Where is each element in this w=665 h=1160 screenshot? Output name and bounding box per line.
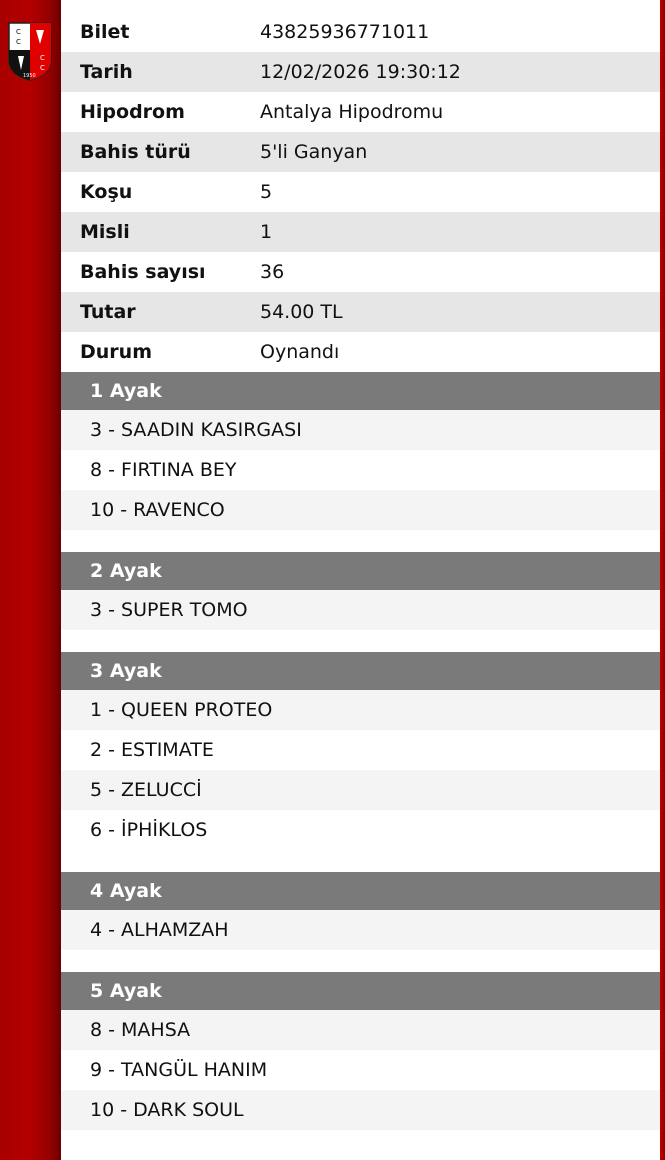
info-row (61, 292, 660, 332)
info-label: Tarih (80, 61, 133, 83)
svg-text:C: C (16, 38, 21, 46)
info-row (61, 252, 660, 292)
info-value: 1 (260, 221, 273, 243)
leg-header: 3 Ayak (61, 652, 660, 690)
info-label: Koşu (80, 181, 133, 203)
leg-spacer (61, 850, 660, 872)
info-row (61, 212, 660, 252)
info-value: 54.00 TL (260, 301, 343, 323)
ticket-info-table (61, 12, 660, 372)
svg-text:C: C (40, 54, 45, 62)
leg-spacer (61, 530, 660, 552)
horse-list (61, 410, 660, 530)
horse-item: 3 - SAADIN KASIRGASI (61, 410, 660, 450)
info-row (61, 132, 660, 172)
info-label: Misli (80, 221, 130, 243)
horse-list (61, 910, 660, 950)
leg-spacer (61, 950, 660, 972)
horse-list (61, 1010, 660, 1130)
info-row (61, 12, 660, 52)
legs-list (61, 372, 660, 1130)
info-label: Hipodrom (80, 101, 185, 123)
info-row (61, 92, 660, 132)
info-value: 12/02/2026 19:30:12 (260, 61, 461, 83)
horse-item: 1 - QUEEN PROTEO (61, 690, 660, 730)
leg-section (61, 872, 660, 972)
horse-item: 10 - RAVENCO (61, 490, 660, 530)
horse-item: 6 - İPHİKLOS (90, 819, 208, 841)
horse-item: 10 - DARK SOUL (61, 1090, 660, 1130)
horse-item: 4 - ALHAMZAH (61, 910, 660, 950)
info-value: Antalya Hipodromu (260, 101, 444, 123)
horse-item: 2 - ESTIMATE (90, 739, 214, 761)
leg-section (61, 552, 660, 652)
info-label: Tutar (80, 301, 136, 323)
svg-text:C: C (16, 28, 21, 36)
info-row (61, 52, 660, 92)
horse-item: 5 - ZELUCCİ (61, 770, 660, 810)
leg-spacer (61, 630, 660, 652)
svg-text:C: C (40, 64, 45, 72)
horse-list (61, 590, 660, 630)
horse-list (61, 690, 660, 850)
info-value: 43825936771011 (260, 21, 430, 43)
horse-item: 8 - MAHSA (61, 1010, 660, 1050)
info-row (61, 332, 660, 372)
info-value: 36 (260, 261, 285, 283)
leg-header: 4 Ayak (61, 872, 660, 910)
leg-header: 5 Ayak (61, 972, 660, 1010)
right-side-bar (660, 0, 665, 1160)
info-label: Bahis sayısı (80, 261, 206, 283)
leg-header: 2 Ayak (61, 552, 660, 590)
leg-header: 1 Ayak (61, 372, 660, 410)
club-crest-icon[interactable] (6, 20, 54, 82)
horse-item: 9 - TANGÜL HANIM (90, 1059, 268, 1081)
horse-item: 3 - SUPER TOMO (61, 590, 660, 630)
info-value: 5 (260, 181, 273, 203)
ticket-detail (61, 12, 660, 1130)
crest-year: 1950 (23, 73, 36, 79)
info-row (61, 172, 660, 212)
info-label: Bahis türü (80, 141, 191, 163)
info-value: 5'li Ganyan (260, 141, 368, 163)
info-label: Bilet (80, 21, 130, 43)
horse-item: 8 - FIRTINA BEY (90, 459, 237, 481)
left-side-bar (0, 0, 61, 1160)
info-value: Oynandı (260, 341, 340, 363)
leg-section (61, 372, 660, 552)
leg-section (61, 652, 660, 872)
info-label: Durum (80, 341, 152, 363)
leg-section (61, 972, 660, 1130)
